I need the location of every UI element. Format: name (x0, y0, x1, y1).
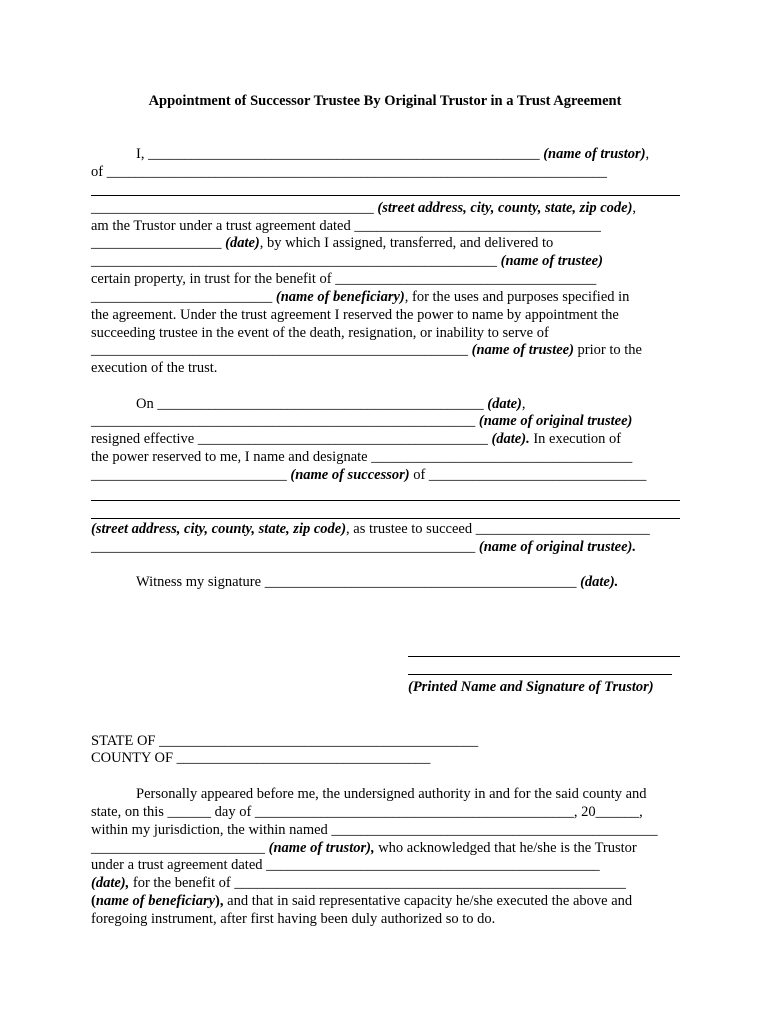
date-hint: (date) (487, 396, 522, 412)
trustee-name-blank[interactable]: ____________________________________________________ (91, 342, 472, 358)
resignation-date-blank[interactable]: On _____________________________________________ (136, 396, 488, 412)
trustee-name-hint: (name of trustee) (471, 342, 574, 358)
original-trustee-line (91, 412, 632, 430)
successor-address-line (91, 520, 650, 538)
witness-signature-blank[interactable]: Witness my signature ___________________________________________ (136, 574, 581, 590)
original-trustee-line-2 (91, 538, 636, 556)
notary-agreement-date-line[interactable]: under a trust agreement dated ______________________________________________ (91, 857, 600, 873)
succeed-blank[interactable]: , as trustee to succeed ________________________ (346, 521, 650, 537)
notary-text-line: foregoing instrument, after first having been duly authorized so to do. (91, 911, 496, 927)
notary-date-line[interactable]: state, on this ______ day of ____________________________________________, 20______, (91, 804, 643, 820)
date-hint: (date). (491, 431, 530, 447)
successor-name-blank[interactable]: ___________________________ (91, 467, 291, 483)
trustor-name-blank[interactable]: I, ______________________________________________________ (136, 146, 544, 162)
body-text-line: execution of the trust. (91, 360, 218, 376)
state-of-line[interactable]: STATE OF ____________________________________________ (91, 733, 479, 749)
original-trustee-hint: (name of original trustee). (478, 539, 636, 555)
address-blank-rule[interactable] (91, 500, 680, 501)
original-trustee-hint: (name of original trustee) (478, 413, 633, 429)
address-blank-rule[interactable] (91, 518, 680, 519)
date-transfer-line: __________________ (date), by which I assigned, transferred, and delivered to (91, 235, 554, 251)
resignation-date-line: On _____________________________________________ (date), (136, 396, 526, 412)
trustor-name-hint: (name of trustor), (268, 840, 375, 856)
notary-beneficiary-line (91, 874, 626, 892)
street-address-hint: (street address, city, county, state, zip code) (91, 521, 347, 537)
printed-name-rule[interactable] (408, 674, 672, 675)
trustee-name-line (91, 252, 603, 270)
date-hint: (date) (225, 235, 260, 251)
date-hint: (date). (580, 574, 619, 590)
notary-trustor-line: ________________________ (name of trustor), who acknowledged that he/she is the Trustor (91, 840, 637, 856)
beneficiary-intro-line[interactable]: certain property, in trust for the benefit of ____________________________________ (91, 271, 597, 287)
county-of-line[interactable]: COUNTY OF ___________________________________ (91, 750, 431, 766)
successor-name-hint: (name of successor) (290, 467, 410, 483)
resigned-effective-line: resigned effective ________________________________________ (date). In execution of (91, 431, 622, 447)
notary-capacity-line: (name of beneficiary), and that in said representative capacity he/she executed the above and (91, 893, 633, 909)
address-blank-rule[interactable] (91, 195, 680, 196)
original-trustee-blank[interactable]: _____________________________________________________ (91, 413, 479, 429)
effective-date-blank[interactable]: resigned effective ________________________________________ (91, 431, 492, 447)
beneficiary-name-line: _________________________ (name of beneficiary), for the uses and purposes specified in (91, 289, 630, 305)
successor-address-blank[interactable]: of ______________________________ (409, 467, 647, 483)
notary-text-line: Personally appeared before me, the undersigned authority in and for the said county and (136, 786, 647, 802)
named-person-line[interactable]: within my jurisdiction, the within named _____________________________________________ (91, 822, 658, 838)
beneficiary-name-hint: (name of beneficiary) (275, 289, 405, 305)
beneficiary-name-blank[interactable]: _________________________ (91, 289, 276, 305)
trustee-name-hint: (name of trustee) (500, 253, 603, 269)
trustor-name-line: I, ______________________________________________________ (name of trustor), (136, 146, 650, 162)
trustee-name-line-2: ____________________________________________________ (name of trustee) prior to the (91, 342, 642, 358)
street-address-hint: (street address, city, county, state, zip code) (377, 200, 633, 216)
trustor-address-line[interactable]: of _____________________________________________________________________ (91, 164, 607, 180)
signature-rule[interactable] (408, 656, 680, 657)
designate-line[interactable]: the power reserved to me, I name and designate ____________________________________ (91, 449, 633, 465)
street-address-blank[interactable]: _______________________________________ (91, 200, 378, 216)
signature-label: (Printed Name and Signature of Trustor) (408, 679, 654, 695)
beneficiary-name-hint: name of beneficiary (95, 893, 216, 909)
witness-line (136, 573, 618, 591)
date-blank[interactable]: __________________ (91, 235, 226, 251)
trustor-name-blank[interactable]: ________________________ (91, 840, 269, 856)
trustee-name-blank[interactable]: ________________________________________________________ (91, 253, 501, 269)
body-text-line: the agreement. Under the trust agreement I reserved the power to name by appointment the (91, 307, 619, 323)
successor-name-line (91, 466, 646, 484)
date-hint: (date), (91, 875, 130, 891)
street-address-line: _______________________________________ (street address, city, county, state, zip code), (91, 200, 637, 216)
original-trustee-blank[interactable]: _____________________________________________________ (91, 539, 479, 555)
beneficiary-blank[interactable]: for the benefit of ______________________________________________________ (129, 875, 626, 891)
trustor-name-hint: (name of trustor) (543, 146, 646, 162)
trust-agreement-date-line[interactable]: am the Trustor under a trust agreement dated __________________________________ (91, 218, 601, 234)
document-title: Appointment of Successor Trustee By Original Trustor in a Trust Agreement (148, 93, 622, 109)
body-text-line: succeeding trustee in the event of the death, resignation, or inability to serve of (91, 325, 549, 341)
